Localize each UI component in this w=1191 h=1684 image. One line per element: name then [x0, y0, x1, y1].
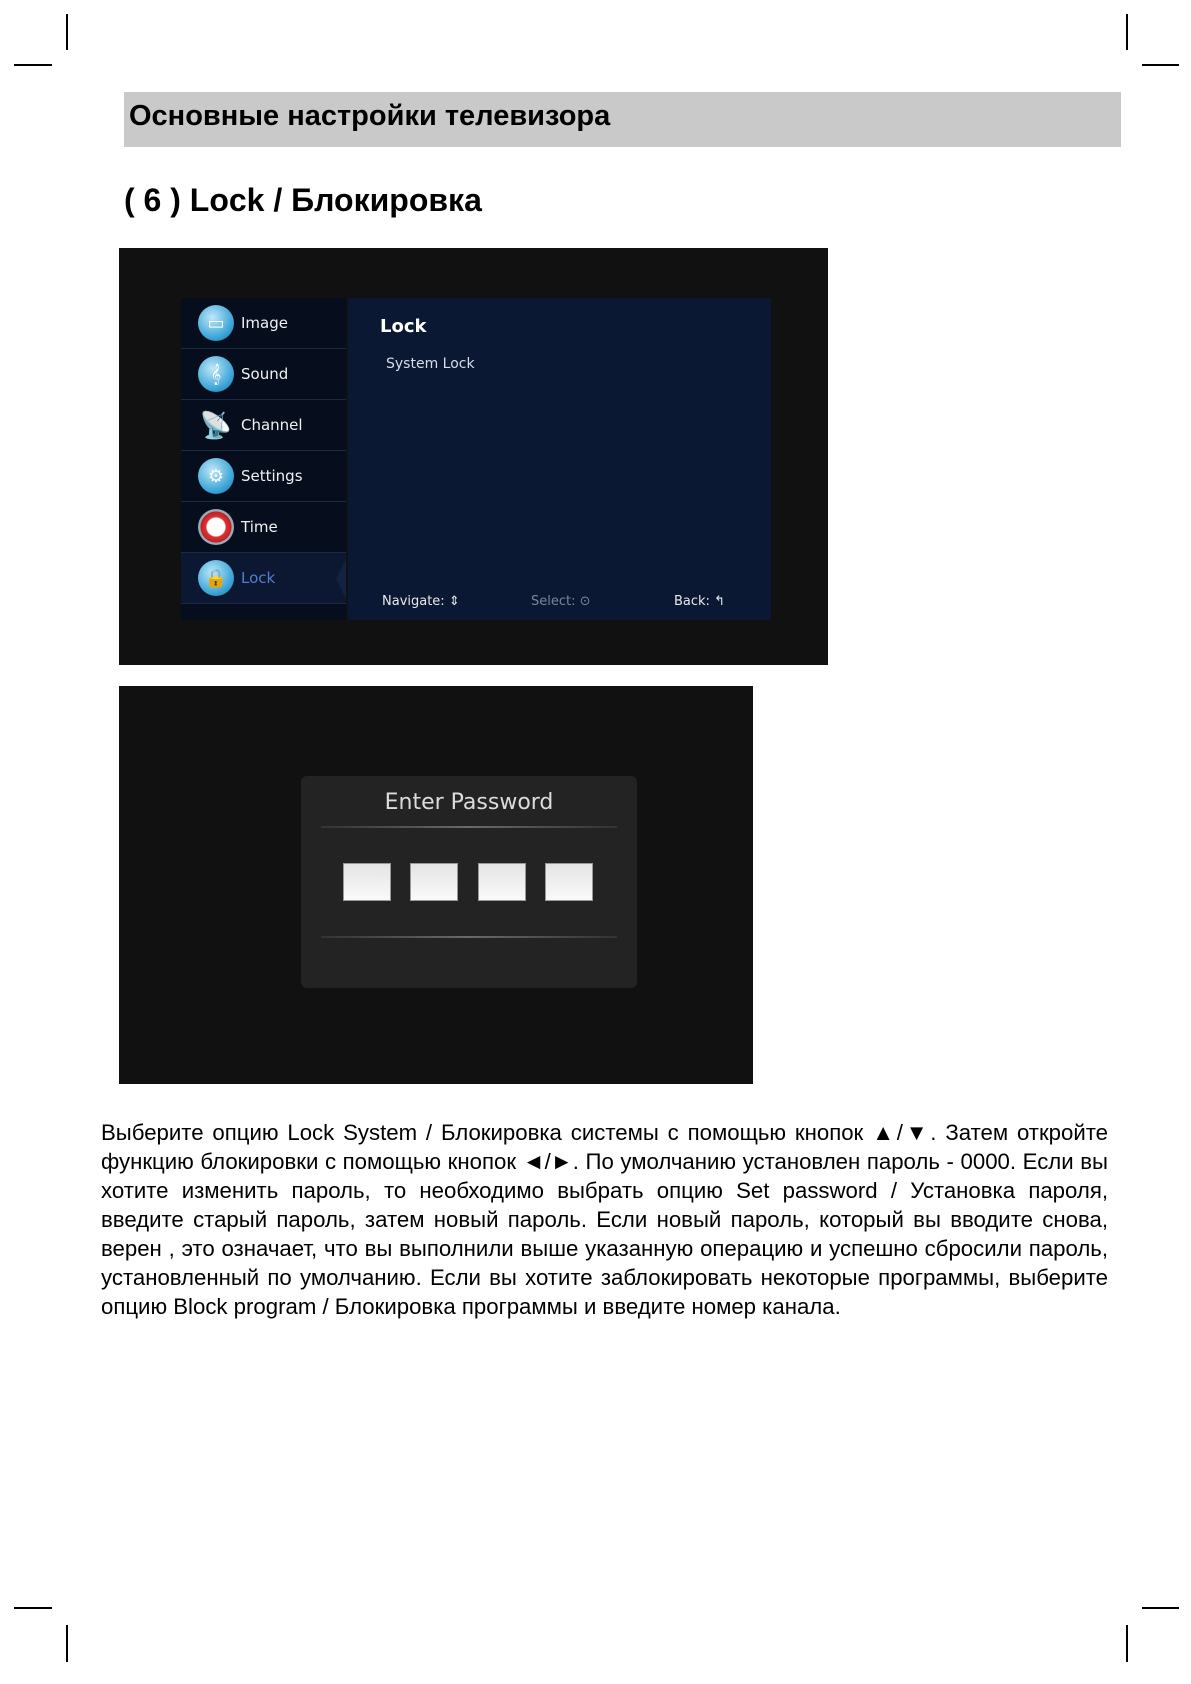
select-hint [531, 594, 591, 609]
chapter-header [124, 92, 1121, 147]
crop-mark [1142, 64, 1179, 66]
chapter-title: Основные настройки телевизора [129, 100, 611, 132]
password-screenshot [119, 686, 753, 1084]
sidebar-item-lock[interactable] [181, 553, 346, 604]
pin-digit-1[interactable] [343, 863, 391, 901]
menu-item-system-lock[interactable]: System Lock [386, 356, 475, 372]
sidebar-item-channel[interactable] [181, 400, 346, 451]
channel-icon: 📡 [199, 409, 233, 440]
sidebar-item-image[interactable] [181, 298, 346, 349]
section-title: ( 6 ) Lock / Блокировка [124, 182, 482, 218]
back-icon: ↰ [714, 594, 725, 609]
menu-sidebar [181, 298, 346, 620]
panel-title: Lock [380, 316, 427, 337]
sidebar-item-label: Settings [241, 467, 303, 485]
divider [321, 936, 617, 938]
pin-digit-3[interactable] [478, 863, 526, 901]
tv-menu-screenshot [119, 248, 828, 665]
sidebar-item-settings[interactable] [181, 451, 346, 502]
select-icon: ⊙ [579, 594, 591, 609]
instructions-paragraph [101, 1118, 1108, 1321]
instructions-text: Выберите опцию Lock System / Блокировка системы с помощью кнопок ▲/▼. Затем откройте функцию блокировки с помощью кнопок ◄/►. По умолчанию установлен пароль - 0000. Если вы хотите изменить пароль, то необходимо выбрать опцию Set password / Установка пароля, введите старый пароль, затем новый пароль. Если новый пароль, который вы вводите снова, верен , это означает, что вы выполнили выше указанную операцию и успешно сбросили пароль, установленный по умолчанию. Если вы хотите заблокировать некоторые программы, выберите опцию Block program / Блокировка программы и введите номер канала. [101, 1120, 1108, 1319]
sidebar-item-label: Time [241, 518, 278, 536]
crop-mark [66, 14, 68, 50]
sidebar-item-label: Sound [241, 365, 289, 383]
tv-menu [181, 298, 771, 620]
pin-digit-2[interactable] [410, 863, 458, 901]
divider [321, 826, 617, 828]
crop-mark [14, 64, 52, 66]
select-label: Select: [531, 594, 576, 609]
navigate-icon: ⇕ [448, 594, 460, 609]
navigate-label: Navigate: [382, 594, 445, 609]
crop-mark [14, 1607, 52, 1609]
crop-mark [66, 1625, 68, 1662]
crop-mark [1126, 1625, 1128, 1662]
navigate-hint [382, 594, 460, 609]
time-icon: ◷ [198, 509, 234, 545]
back-label: Back: [674, 594, 710, 609]
active-indicator [336, 559, 346, 599]
lock-icon: 🔒 [198, 560, 234, 596]
image-icon: ▭ [198, 305, 234, 341]
password-dialog [301, 776, 637, 988]
settings-icon: ⚙ [198, 458, 234, 494]
sidebar-item-label: Channel [241, 416, 303, 434]
crop-mark [1142, 1607, 1179, 1609]
sound-icon: 𝄞 [198, 356, 234, 392]
dialog-title: Enter Password [384, 790, 554, 815]
sidebar-item-label: Image [241, 314, 288, 332]
crop-mark [1126, 14, 1128, 50]
back-hint [674, 594, 725, 609]
sidebar-item-time[interactable] [181, 502, 346, 553]
sidebar-item-sound[interactable] [181, 349, 346, 400]
sidebar-item-label: Lock [241, 569, 276, 587]
pin-digit-4[interactable] [545, 863, 593, 901]
menu-content-panel [348, 298, 771, 620]
